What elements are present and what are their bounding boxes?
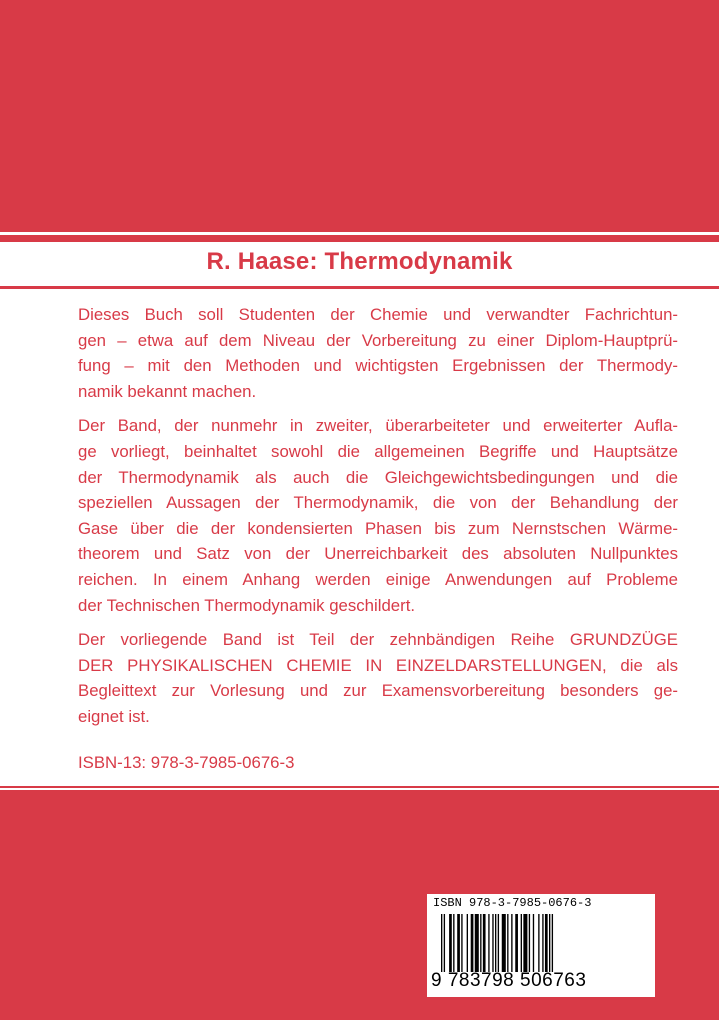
barcode-bar (453, 914, 454, 972)
barcode-bar (538, 914, 539, 972)
barcode-bar (480, 914, 481, 972)
text-line: Der vorliegende Band ist Teil der zehnbändigen Reihe GRUNDZÜGE (78, 630, 678, 650)
barcode-bar (444, 914, 445, 972)
blurb (78, 302, 678, 775)
top-red-band (0, 0, 719, 230)
barcode-bar (502, 914, 506, 972)
barcode-bar (507, 914, 508, 972)
text-line: namik bekannt machen. (78, 381, 257, 401)
barcode-bar (449, 914, 452, 972)
title-row (0, 242, 719, 286)
text-line: Begleittext zur Vorlesung und zur Examensvorbereitung besonders ge- (78, 681, 678, 701)
isbn-text: ISBN-13: 978-3-7985-0676-3 (78, 752, 295, 772)
barcode-bar (441, 914, 442, 972)
barcode-bar (542, 914, 543, 972)
paragraph-3 (78, 627, 678, 729)
description-panel (0, 242, 719, 786)
text-line: ge vorliegt, beinhaltet sowohl die allgemeinen Begriffe und Hauptsätze (78, 441, 678, 461)
text-line: gen – etwa auf dem Niveau der Vorbereitung zu einer Diplom-Hauptprü- (78, 330, 678, 350)
barcode-bar (457, 914, 460, 972)
text-line: Dieses Buch soll Studenten der Chemie und verwandter Fachrichtun- (78, 305, 678, 324)
barcode-bar (521, 914, 522, 972)
top-white-stripe (0, 232, 719, 235)
barcode-label (427, 894, 655, 997)
barcode-bar (529, 914, 530, 972)
barcode-bar (523, 914, 527, 972)
barcode-bar (545, 914, 548, 972)
barcode-bar (488, 914, 489, 972)
barcode-bar (533, 914, 534, 972)
barcode-bar (475, 914, 479, 972)
barcode-bar (498, 914, 499, 972)
barcode-icon (441, 914, 641, 976)
barcode-bar (483, 914, 486, 972)
barcode-digits: 9 783798 506763 (431, 970, 587, 991)
barcode-bar (471, 914, 474, 972)
barcode-bar (495, 914, 496, 972)
text-line: theorem und Satz von der Unerreichbarkeit des absoluten Nullpunktes (78, 544, 678, 564)
book-title: R. Haase: Thermodynamik (206, 248, 513, 275)
barcode-bar (461, 914, 462, 972)
barcode-bar (511, 914, 512, 972)
text-line: speziellen Aussagen der Thermodynamik, die von der Behandlung der (78, 493, 678, 513)
barcode-bar (515, 914, 518, 972)
barcode-bar (467, 914, 468, 972)
barcode-bar (549, 914, 550, 972)
paragraph-2 (78, 413, 678, 618)
text-line: DER PHYSIKALISCHEN CHEMIE IN EINZELDARSTELLUNGEN, die als (78, 655, 678, 675)
text-line: der Thermodynamik als auch die Gleichgewichtsbedingungen und die (78, 467, 678, 487)
paragraph-1 (78, 302, 678, 404)
text-line: Gase über die der kondensierten Phasen bis zum Nernstschen Wärme- (78, 518, 678, 538)
barcode-bar (552, 914, 553, 972)
title-divider (0, 286, 719, 289)
barcode-isbn-label: ISBN 978-3-7985-0676-3 (433, 896, 592, 910)
text-line: reichen. In einem Anhang werden einige Anwendungen auf Probleme (78, 569, 678, 589)
barcode-bar (492, 914, 493, 972)
text-line: fung – mit den Methoden und wichtigsten Ergebnissen der Thermody- (78, 356, 678, 376)
text-line: der Technischen Thermodynamik geschildert. (78, 595, 416, 615)
text-line: eignet ist. (78, 706, 150, 726)
text-line: Der Band, der nunmehr in zweiter, überarbeiteter und erweiterter Aufla- (78, 416, 678, 436)
